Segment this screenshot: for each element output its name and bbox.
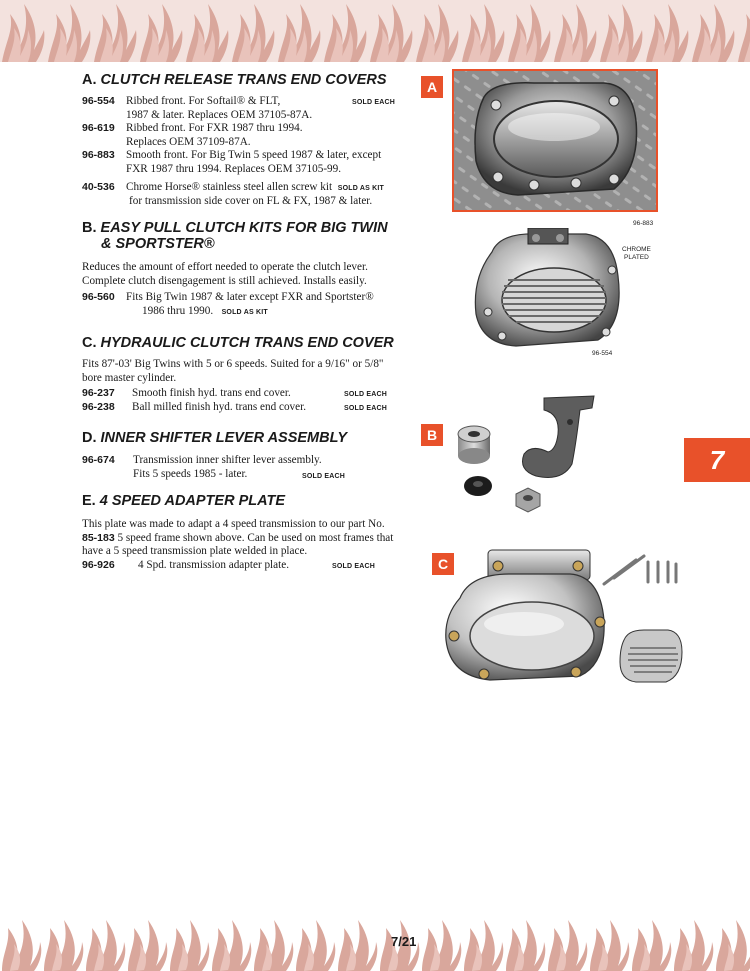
page-number: 7/21: [391, 934, 417, 949]
section-c-title: C. HYDRAULIC CLUTCH TRANS END COVER: [82, 335, 394, 351]
item-96-926: 96-926 4 Spd. transmission adapter plate. SOLD EACH: [82, 558, 376, 571]
section-b: [82, 220, 402, 319]
section-a-items: [82, 95, 402, 209]
section-e-title: E. 4 SPEED ADAPTER PLATE: [82, 493, 286, 509]
top-flame-border: [0, 0, 750, 62]
photo-a-trans-cover: [452, 69, 658, 212]
item-40-536: 40-536 Chrome Horse® stainless steel allen screw kit SOLD AS KIT for transmission side cover on FL & FX, 1987 & later.: [82, 180, 384, 208]
caption-96-883: 96-883: [633, 220, 654, 227]
photo-ribbed-cover: [470, 228, 626, 350]
item-96-554: 96-554 Ribbed front. For Softail® & FLT, SOLD EACH 1987 & later. Replaces OEM 37105-87A.: [82, 95, 396, 121]
section-e-description: This plate was made to adapt a 4 speed transmission to our part No. 85-183 5 speed frame shown above. Can be used on most frames that have a 5 speed transmission plate welded in place.: [82, 518, 394, 558]
photo-c-hydraulic-cover: [440, 540, 690, 690]
chapter-tab[interactable]: 7: [684, 438, 750, 482]
section-a-title: A. CLUTCH RELEASE TRANS END COVERS: [82, 72, 387, 88]
section-b-title-line2: & SPORTSTER®: [101, 236, 215, 252]
item-96-883: 96-883 Smooth front. For Big Twin 5 speed 1987 & later, except FXR 1987 thru 1994. Replaces OEM 37105-99.: [82, 149, 382, 175]
bottom-flame-border: [0, 910, 750, 971]
item-96-238: 96-238 Ball milled finish hyd. trans end cover. SOLD EACH: [82, 400, 388, 413]
caption-96-554: 96-554: [592, 350, 613, 357]
section-d-title: D. INNER SHIFTER LEVER ASSEMBLY: [82, 430, 348, 446]
section-c: [82, 335, 402, 414]
photo-b-tag: B: [421, 424, 443, 446]
section-e: [82, 493, 402, 572]
item-96-619: 96-619 Ribbed front. For FXR 1987 thru 1994. Replaces OEM 37109-87A.: [82, 122, 303, 148]
item-96-237: 96-237 Smooth finish hyd. trans end cover. SOLD EACH: [82, 387, 388, 400]
photo-b-shifter-parts: [452, 394, 602, 522]
section-b-description: Reduces the amount of effort needed to operate the clutch lever. Complete clutch disengagement is still achieved. Installs easily.: [82, 261, 368, 287]
chrome-plated-label: CHROME PLATED: [622, 246, 651, 261]
section-d: [82, 430, 402, 481]
section-c-description: Fits 87'-03' Big Twins with 5 or 6 speeds. Suited for a 9/16" or 5/8" bore master cylinder.: [82, 358, 384, 384]
section-b-title: B. EASY PULL CLUTCH KITS FOR BIG TWIN: [82, 220, 388, 236]
photo-c-tag: C: [432, 553, 454, 575]
photo-a-tag: A: [421, 76, 443, 98]
item-96-674: 96-674 Transmission inner shifter lever assembly. Fits 5 speeds 1985 - later. SOLD EACH: [82, 454, 346, 480]
item-96-560: 96-560 Fits Big Twin 1987 & later except FXR and Sportster® 1986 thru 1990. SOLD AS KIT: [82, 291, 374, 317]
section-a: [82, 72, 402, 209]
